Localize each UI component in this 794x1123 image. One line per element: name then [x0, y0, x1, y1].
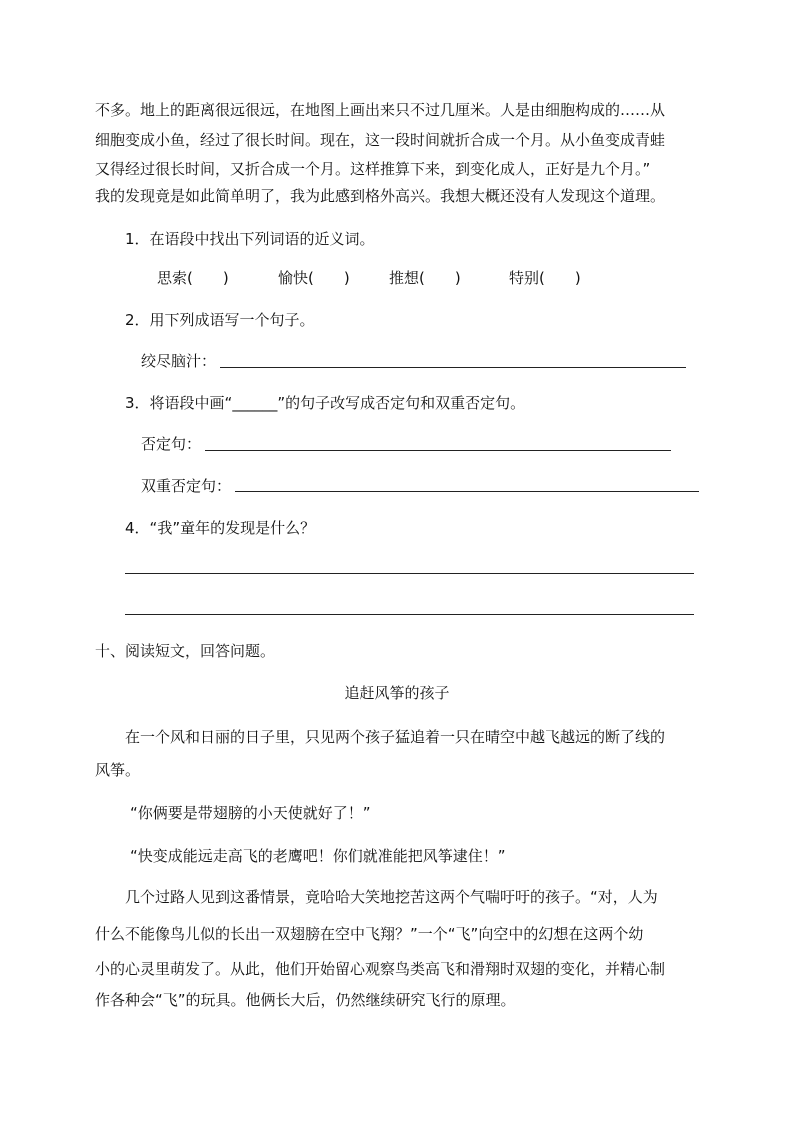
- article-paragraph-line: 在一个风和日丽的日子里，只见两个孩子猛追着一只在晴空中越飞越远的断了线的: [125, 728, 666, 746]
- answer-line[interactable]: [125, 614, 694, 615]
- article-paragraph-line: 风筝。: [95, 761, 141, 779]
- question-4-prompt: 4．“我”童年的发现是什么？: [125, 519, 316, 537]
- synonym-item-2: 愉快( ): [278, 269, 350, 287]
- passage-line: 不多。地上的距离很远很远，在地图上画出来只不过几厘米。人是由细胞构成的……从: [95, 101, 666, 119]
- article-paragraph-line: 什么不能像鸟儿似的长出一双翅膀在空中飞翔？”一个“飞”向空中的幻想在这两个幼: [95, 925, 644, 943]
- synonym-item-3: 推想( ): [389, 269, 461, 287]
- article-title: 追赶风筝的孩子: [344, 684, 450, 702]
- article-paragraph-line: “快变成能远走高飞的老鹰吧！你们就准能把风筝逮住！”: [130, 847, 506, 865]
- synonym-item-4: 特别( ): [509, 269, 581, 287]
- question-3-prompt: 3．将语段中画“______”的句子改写成否定句和双重否定句。: [125, 394, 526, 412]
- article-paragraph-line: 几个过路人见到这番情景，竟哈哈大笑地挖苦这两个气喘吁吁的孩子。“对，人为: [125, 888, 658, 906]
- article-paragraph-line: “你俩要是带翅膀的小天使就好了！”: [130, 804, 371, 822]
- double-negative-sentence-label: 双重否定句：: [141, 477, 232, 495]
- article-paragraph-line: 小的心灵里萌发了。从此，他们开始留心观察鸟类高飞和滑翔时双翅的变化，并精心制: [95, 960, 666, 978]
- section-10-heading: 十、阅读短文，回答问题。: [95, 642, 276, 660]
- answer-line[interactable]: [125, 573, 694, 574]
- answer-line[interactable]: [235, 491, 699, 492]
- article-paragraph-line: 作各种会“飞”的玩具。他俩长大后，仍然继续研究飞行的原理。: [95, 991, 516, 1009]
- answer-line[interactable]: [205, 450, 671, 451]
- idiom-label: 绞尽脑汁：: [141, 352, 217, 370]
- negative-sentence-label: 否定句：: [141, 435, 202, 453]
- question-2-prompt: 2．用下列成语写一个句子。: [125, 311, 315, 329]
- passage-line: 又得经过很长时间，又折合成一个月。这样推算下来，到变化成人，正好是九个月。”: [95, 160, 651, 178]
- synonym-item-1: 思索( ): [157, 269, 229, 287]
- passage-line: 我的发现竟是如此简单明了，我为此感到格外高兴。我想大概还没有人发现这个道理。: [95, 187, 666, 205]
- answer-line[interactable]: [220, 367, 686, 368]
- question-1-prompt: 1．在语段中找出下列词语的近义词。: [125, 230, 375, 248]
- passage-line: 细胞变成小鱼，经过了很长时间。现在，这一段时间就折合成一个月。从小鱼变成青蛙: [95, 131, 666, 149]
